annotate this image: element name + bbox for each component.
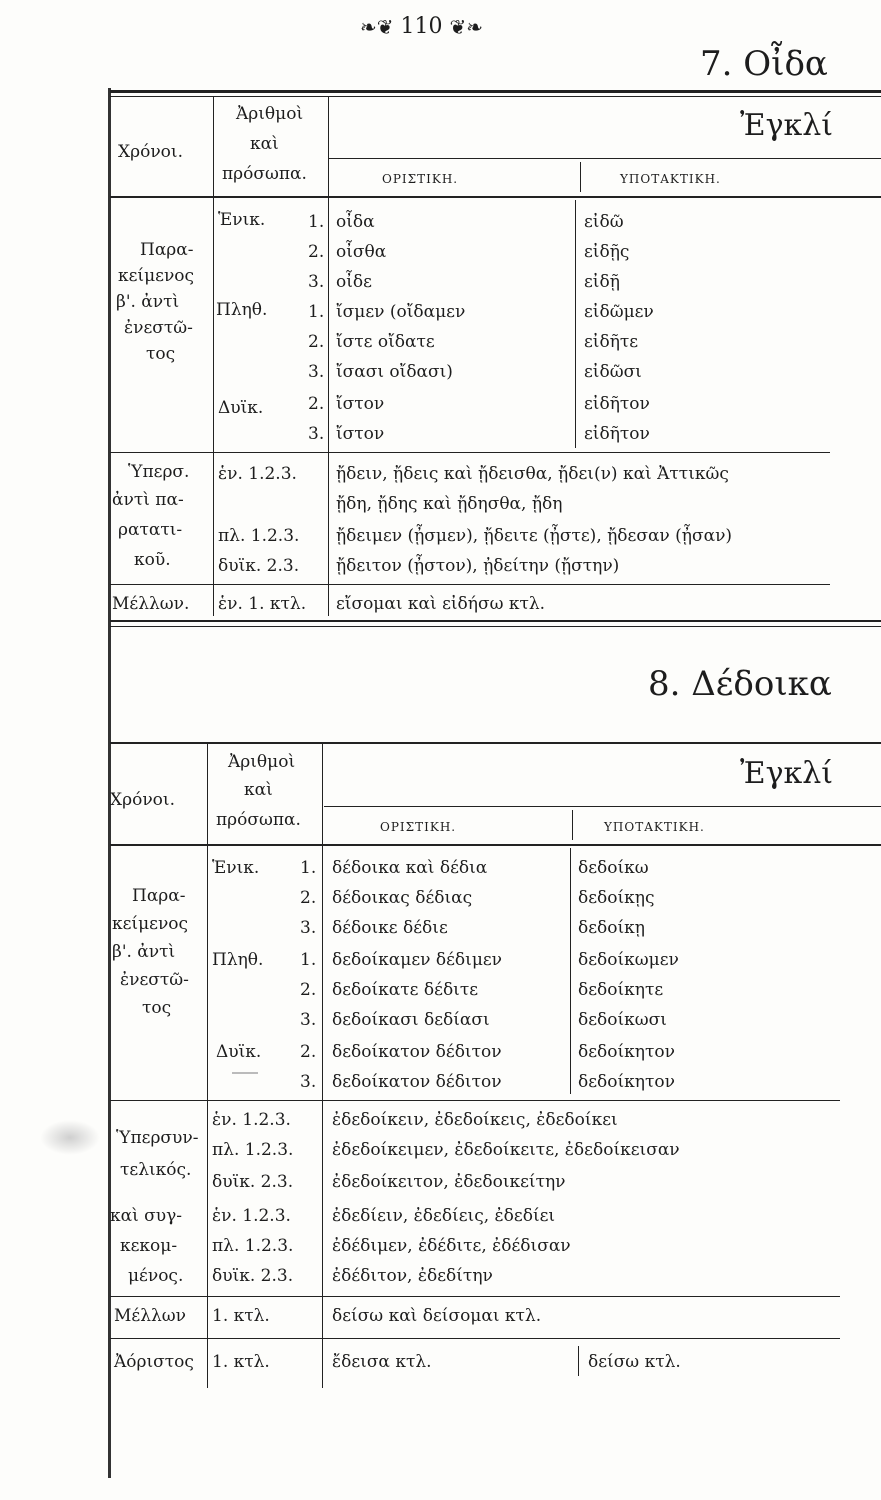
ornament-right-icon: ❦❧ xyxy=(449,15,484,39)
s7-hdr-divider xyxy=(580,162,581,192)
s7-ypotaktiki-form: εἰδῆτον xyxy=(584,394,650,414)
s7-plusq-form: ᾔδη, ᾔδης καὶ ᾔδησθα, ᾔδη xyxy=(336,494,563,514)
s8-number-plith: Πληθ. xyxy=(212,950,264,970)
s7-person: 1. xyxy=(308,212,325,232)
s7-tense2-line: κοῦ. xyxy=(134,550,171,570)
s8-aorist-num: 1. κτλ. xyxy=(212,1352,270,1372)
s7-oristiki-form: οἶδε xyxy=(336,272,372,292)
s8-ypotaktiki-form: δεδοίκῃ xyxy=(578,918,645,938)
s8-plusq-num: δυϊκ. 2.3. xyxy=(212,1266,294,1286)
s8-person: 2. xyxy=(300,1042,317,1062)
s8-tense1-line: τος xyxy=(142,998,172,1018)
ornament-left-icon: ❧❦ xyxy=(360,15,394,39)
s8-ypotaktiki-form: δεδοίκωσι xyxy=(578,1010,667,1030)
s7-hdr-oristiki: ΟΡΙΣΤΙΚΗ. xyxy=(382,172,459,186)
paper-stain xyxy=(40,1120,100,1155)
s7-plusq-form: ᾔδειν, ᾔδεις καὶ ᾔδεισθα, ᾔδει(ν) καὶ Ἀττικῶς xyxy=(336,464,729,484)
s8-hdr-arith1: Ἀριθμοὶ xyxy=(228,752,296,772)
s8-tense1-line: ἐνεστῶ- xyxy=(120,970,189,990)
s8-row-rule-1 xyxy=(110,1100,840,1101)
s8-oristiki-form: δεδοίκατον δέδιτον xyxy=(332,1072,502,1092)
s7-oristiki-form: ἴσμεν (οἴδαμεν xyxy=(336,302,466,322)
s8-hdr-ypotaktiki: ΥΠΟΤΑΚΤΙΚΗ. xyxy=(604,820,705,834)
s7-tense1-line5: τος xyxy=(146,344,176,364)
s8-future-num: 1. κτλ. xyxy=(212,1306,270,1326)
s8-tense2-line: μένος. xyxy=(128,1266,184,1286)
s7-hdr-xronoi: Χρόνοι. xyxy=(118,142,183,162)
s7-tense1-line3: β'. ἀντὶ xyxy=(116,292,180,312)
s8-hdr-xronoi: Χρόνοι. xyxy=(110,790,175,810)
page-left-rule xyxy=(108,88,111,1478)
s7-hdr-arith1: Ἀριθμοὶ xyxy=(236,104,304,124)
s8-person: 2. xyxy=(300,888,317,908)
section8-title: 8. Δέδοικα xyxy=(648,664,832,704)
s7-hdr-arith3: πρόσωπα. xyxy=(222,164,307,184)
s7-hdr-ypotaktiki: ΥΠΟΤΑΚΤΙΚΗ. xyxy=(620,172,721,186)
s7-person: 2. xyxy=(308,394,325,414)
s7-row-rule-1 xyxy=(110,452,830,453)
s8-plusq-num: ἑν. 1.2.3. xyxy=(212,1110,291,1130)
s8-number-duik: Δυϊκ. xyxy=(216,1042,262,1062)
s8-ypotaktiki-form: δεδοίκητε xyxy=(578,980,664,1000)
s7-number-plith: Πληθ. xyxy=(216,300,268,320)
s7-person: 2. xyxy=(308,332,325,352)
s8-plusq-num: πλ. 1.2.3. xyxy=(212,1236,294,1256)
s8-hdr-bottom-rule xyxy=(110,844,881,846)
s8-ypotaktiki-form: δεδοίκητον xyxy=(578,1042,675,1062)
s8-plusq-num: πλ. 1.2.3. xyxy=(212,1140,294,1160)
s7-plusq-num: πλ. 1.2.3. xyxy=(218,526,300,546)
s7-bottom-rule2 xyxy=(110,626,881,627)
s8-future-form: δείσω καὶ δείσομαι κτλ. xyxy=(332,1306,542,1326)
s8-plusq-num: δυϊκ. 2.3. xyxy=(212,1172,294,1192)
s7-person: 2. xyxy=(308,242,325,262)
s7-future-num: ἑν. 1. κτλ. xyxy=(218,594,307,614)
s8-aorist-ypot: δείσω κτλ. xyxy=(588,1352,681,1372)
s8-oristiki-form: δεδοίκασι δεδίασι xyxy=(332,1010,490,1030)
s8-aorist-divider xyxy=(578,1346,579,1376)
s8-oristiki-form: δέδοικας δέδιας xyxy=(332,888,473,908)
s8-smudge xyxy=(232,1072,258,1074)
s7-oristiki-form: ἴστον xyxy=(336,394,385,414)
s8-row-rule-3 xyxy=(110,1338,840,1339)
s8-plusq-form: ἐδεδοίκειμεν, ἐδεδοίκειτε, ἐδεδοίκεισαν xyxy=(332,1140,680,1160)
s8-person: 2. xyxy=(300,980,317,1000)
s8-oristiki-form: δέδοικα καὶ δέδια xyxy=(332,858,488,878)
s8-top-rule xyxy=(110,742,881,744)
s7-ypotaktiki-form: εἰδῆτον xyxy=(584,424,650,444)
s7-top-rule xyxy=(110,90,881,93)
s7-plusq-num: δυϊκ. 2.3. xyxy=(218,556,300,576)
s8-number-enik: Ἑνικ. xyxy=(212,858,260,878)
s7-tense2-line: ρατατι- xyxy=(118,520,183,540)
s7-plusq-form: ᾔδειμεν (ᾖσμεν), ᾔδειτε (ᾖστε), ᾔδεσαν (ᾖσαν) xyxy=(336,526,733,546)
s8-ypotaktiki-form: δεδοίκητον xyxy=(578,1072,675,1092)
s8-plusq-form: ἐδεδοίκειν, ἐδεδοίκεις, ἐδεδοίκει xyxy=(332,1110,618,1130)
page-number: 110 xyxy=(400,14,443,39)
s8-oristiki-form: δεδοίκαμεν δέδιμεν xyxy=(332,950,503,970)
s8-col-rule-3 xyxy=(570,848,571,1094)
s8-ypotaktiki-form: δεδοίκωμεν xyxy=(578,950,679,970)
s7-row-rule-2 xyxy=(110,584,830,585)
s7-ypotaktiki-form: εἰδῇ xyxy=(584,272,620,292)
s8-plusq-form: ἐδεδίειν, ἐδεδίεις, ἐδεδίει xyxy=(332,1206,556,1226)
s8-row-rule-2 xyxy=(110,1296,840,1297)
s8-person: 3. xyxy=(300,1072,317,1092)
s8-aorist-label: Ἀόριστος xyxy=(114,1352,194,1372)
s8-future-label: Μέλλων xyxy=(114,1306,186,1326)
s7-ypotaktiki-form: εἰδῆτε xyxy=(584,332,639,352)
s7-ypotaktiki-form: εἰδῶμεν xyxy=(584,302,654,322)
s8-hdr-divider xyxy=(572,810,573,840)
s7-plusq-num: ἑν. 1.2.3. xyxy=(218,464,297,484)
s7-person: 3. xyxy=(308,362,325,382)
s8-hdr-oristiki: ΟΡΙΣΤΙΚΗ. xyxy=(380,820,457,834)
s8-tense2-line: Ὑπερσυν- xyxy=(116,1128,199,1148)
s8-person: 1. xyxy=(300,950,317,970)
s7-tense2-line: ἀντὶ πα- xyxy=(112,490,184,510)
s7-tense2-line: Ὑπερσ. xyxy=(128,462,190,482)
s7-top-rule2 xyxy=(110,96,881,97)
s7-oristiki-form: οἶδα xyxy=(336,212,375,232)
s7-oristiki-form: ἴστον xyxy=(336,424,385,444)
s8-ypotaktiki-form: δεδοίκω xyxy=(578,858,649,878)
s7-tense1-line4: ἐνεστῶ- xyxy=(124,318,193,338)
s8-hdr-arith3: πρόσωπα. xyxy=(216,810,301,830)
s8-tense2-line: καὶ συγ- xyxy=(110,1206,183,1226)
s8-hdr-arith2: καὶ xyxy=(244,780,273,800)
s8-person: 3. xyxy=(300,1010,317,1030)
s7-ypotaktiki-form: εἰδῇς xyxy=(584,242,630,262)
s7-oristiki-form: ἴσασι οἴδασι) xyxy=(336,362,453,382)
s7-number-duik: Δυϊκ. xyxy=(218,398,264,418)
s7-oristiki-form: οἶσθα xyxy=(336,242,387,262)
s7-person: 1. xyxy=(308,302,325,322)
s7-future-label: Μέλλων. xyxy=(112,594,190,614)
s8-ypotaktiki-form: δεδοίκῃς xyxy=(578,888,655,908)
page-header xyxy=(360,14,483,39)
s7-hdr-bottom-rule xyxy=(110,196,881,198)
section7-title: 7. Οἶδα xyxy=(700,44,828,84)
s7-ypotaktiki-form: εἰδῶσι xyxy=(584,362,642,382)
s7-bottom-rule xyxy=(110,620,881,622)
s8-tense2-line: τελικός. xyxy=(120,1160,192,1180)
s8-col-rule-2 xyxy=(322,744,323,1388)
s8-hdr-egkl: Ἐγκλί xyxy=(740,756,834,791)
s7-tense1-line1: Παρα- xyxy=(140,240,194,260)
s7-col-rule-1 xyxy=(213,96,214,616)
s8-person: 3. xyxy=(300,918,317,938)
s8-tense2-line: κεκομ- xyxy=(120,1236,178,1256)
s7-tense1-line2: κείμενος xyxy=(118,266,195,286)
s8-col-rule-1 xyxy=(207,744,208,1388)
s8-person: 1. xyxy=(300,858,317,878)
s8-hdr-mid-rule xyxy=(324,806,881,807)
s7-number-enik: Ἑνικ. xyxy=(218,210,266,230)
s7-plusq-form: ᾔδειτον (ᾖστον), ᾐδείτην (ᾔστην) xyxy=(336,556,620,576)
s8-plusq-form: ἐδεδοίκειτον, ἐδεδοικείτην xyxy=(332,1172,566,1192)
s8-tense1-line: β'. ἀντὶ xyxy=(112,942,176,962)
s7-col-rule-2 xyxy=(328,96,329,616)
s8-tense1-line: κείμενος xyxy=(112,914,189,934)
s7-col-rule-3 xyxy=(575,200,576,448)
s8-aorist-form: ἔδεισα κτλ. xyxy=(332,1352,432,1372)
s8-tense1-line: Παρα- xyxy=(132,886,186,906)
s8-plusq-num: ἑν. 1.2.3. xyxy=(212,1206,291,1226)
s8-oristiki-form: δέδοικε δέδιε xyxy=(332,918,448,938)
s7-hdr-mid-rule xyxy=(328,158,881,159)
s7-oristiki-form: ἴστε οἴδατε xyxy=(336,332,435,352)
s7-person: 3. xyxy=(308,272,325,292)
s8-plusq-form: ἐδέδιτον, ἐδεδίτην xyxy=(332,1266,493,1286)
s8-oristiki-form: δεδοίκατον δέδιτον xyxy=(332,1042,502,1062)
s7-future-form: εἴσομαι καὶ εἰδήσω κτλ. xyxy=(336,594,546,614)
s8-oristiki-form: δεδοίκατε δέδιτε xyxy=(332,980,479,1000)
s8-plusq-form: ἐδέδιμεν, ἐδέδιτε, ἐδέδισαν xyxy=(332,1236,571,1256)
s7-hdr-egkl: Ἐγκλί xyxy=(740,108,834,143)
s7-ypotaktiki-form: εἰδῶ xyxy=(584,212,624,232)
s7-hdr-arith2: καὶ xyxy=(250,134,279,154)
s7-person: 3. xyxy=(308,424,325,444)
